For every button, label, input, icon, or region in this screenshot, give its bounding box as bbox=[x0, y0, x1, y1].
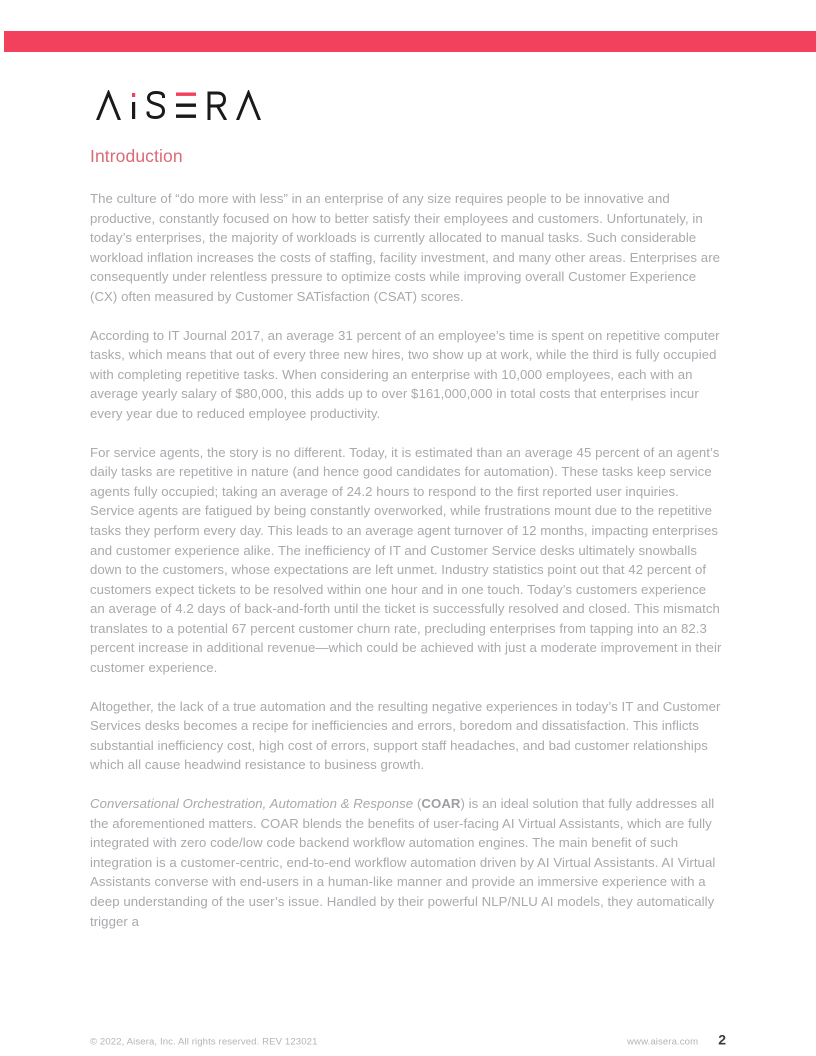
page-title: Introduction bbox=[90, 146, 183, 166]
paragraph-4: Altogether, the lack of a true automation and the resulting negative experiences in today’s IT and Customer Services desks becomes a recipe for inefficiencies and errors, boredom and dissatisfaction. This inflicts substantial inefficiency cost, high cost of errors, support staff headaches, and bad customer relationships which all cause headwind resistance to business growth. bbox=[90, 698, 721, 773]
logo-letter-e bbox=[175, 90, 197, 120]
logo-letter-r bbox=[206, 90, 227, 120]
logo-letter-a2 bbox=[236, 90, 261, 120]
footer-right-group bbox=[627, 1033, 726, 1048]
footer-website-link[interactable]: www.aisera.com bbox=[627, 1036, 699, 1048]
document-content bbox=[90, 146, 724, 931]
paragraph-5-rest: ) is an ideal solution that fully addresses all the aforementioned matters. COAR blends the benefits of user-facing AI Virtual Assistants, which are fully integrated with zero code/low code backend workflow automation engines. The main benefit of such integration is a customer-centric, end-to-end workflow automation driven by AI Virtual Assistants. AI Virtual Assistants converse with end-users in a human-like manner and provide an immersive experience with a deep understanding of the user’s issue. Handled by their powerful NLP/NLU AI models, they automatically trigger a bbox=[90, 796, 716, 929]
aisera-logo bbox=[96, 86, 261, 120]
paragraph-5 bbox=[90, 794, 724, 931]
coar-acronym: COAR bbox=[421, 796, 461, 812]
coar-term-italic: Conversational Orchestration, Automation & Response bbox=[90, 796, 414, 812]
paragraph-2: According to IT Journal 2017, an average 31 percent of an employee’s time is spent on repetitive computer tasks, which means that out of every three new hires, two show up at work, while the third is fully occupied with completing repetitive tasks. When considering an enterprise with 10,000 employees, each with an average yearly salary of $80,000, this adds up to over $161,000,000 in total costs that enterprises incur every year due to reduced employee productivity. bbox=[90, 327, 720, 421]
paragraph-3: For service agents, the story is no different. Today, it is estimated than an average 45 percent of an agent’s daily tasks are repetitive in nature (and hence good candidates for automation). These tasks keep service agents fully occupied; taking an average of 24.2 hours to respond to the first reported user inquiries. Service agents are fatigued by being constantly overworked, while frustrations mount due to the repetitive tasks they perform every day. This leads to an average agent turnover of 12 months, impacting enterprises and customer experience alike. The inefficiency of IT and Customer Service desks ultimately snowballs down to the customers, whose expectations are left unmet. Industry statistics point out that 42 percent of customers expect tickets to be resolved within one hour and in one touch. Today’s customers experience an average of 4.2 days of back-and-forth until the ticket is successfully resolved and closed. This mismatch translates to a potential 67 percent customer churn rate, precluding enterprises from tapping into an 82.3 percent increase in additional revenue—which could be achieved with just a moderate improvement in their customer experience. bbox=[90, 444, 722, 676]
top-accent-bar bbox=[4, 31, 816, 52]
logo-letter-i bbox=[130, 90, 137, 120]
paragraph-1: The culture of “do more with less” in an enterprise of any size requires people to be innovative and productive, constantly focused on how to better satisfy their employees and customers. Unfortunately, in today’s enterprises, the majority of workloads is currently allocated to manual tasks. Such considerable workload inflation increases the costs of staffing, facility investment, and many other areas. Enterprises are consequently under relentless pressure to optimize costs while improving overall Customer Experience (CX) often measured by Customer SATisfaction (CSAT) scores. bbox=[90, 191, 721, 304]
logo-letter-a1 bbox=[96, 90, 121, 120]
coar-open-paren: ( bbox=[413, 796, 422, 812]
page-number: 2 bbox=[718, 1031, 726, 1048]
footer-copyright: © 2022, Aisera, Inc. All rights reserved. REV 123021 bbox=[90, 1036, 318, 1048]
logo-letter-s bbox=[146, 90, 166, 120]
page-footer bbox=[90, 1033, 726, 1048]
